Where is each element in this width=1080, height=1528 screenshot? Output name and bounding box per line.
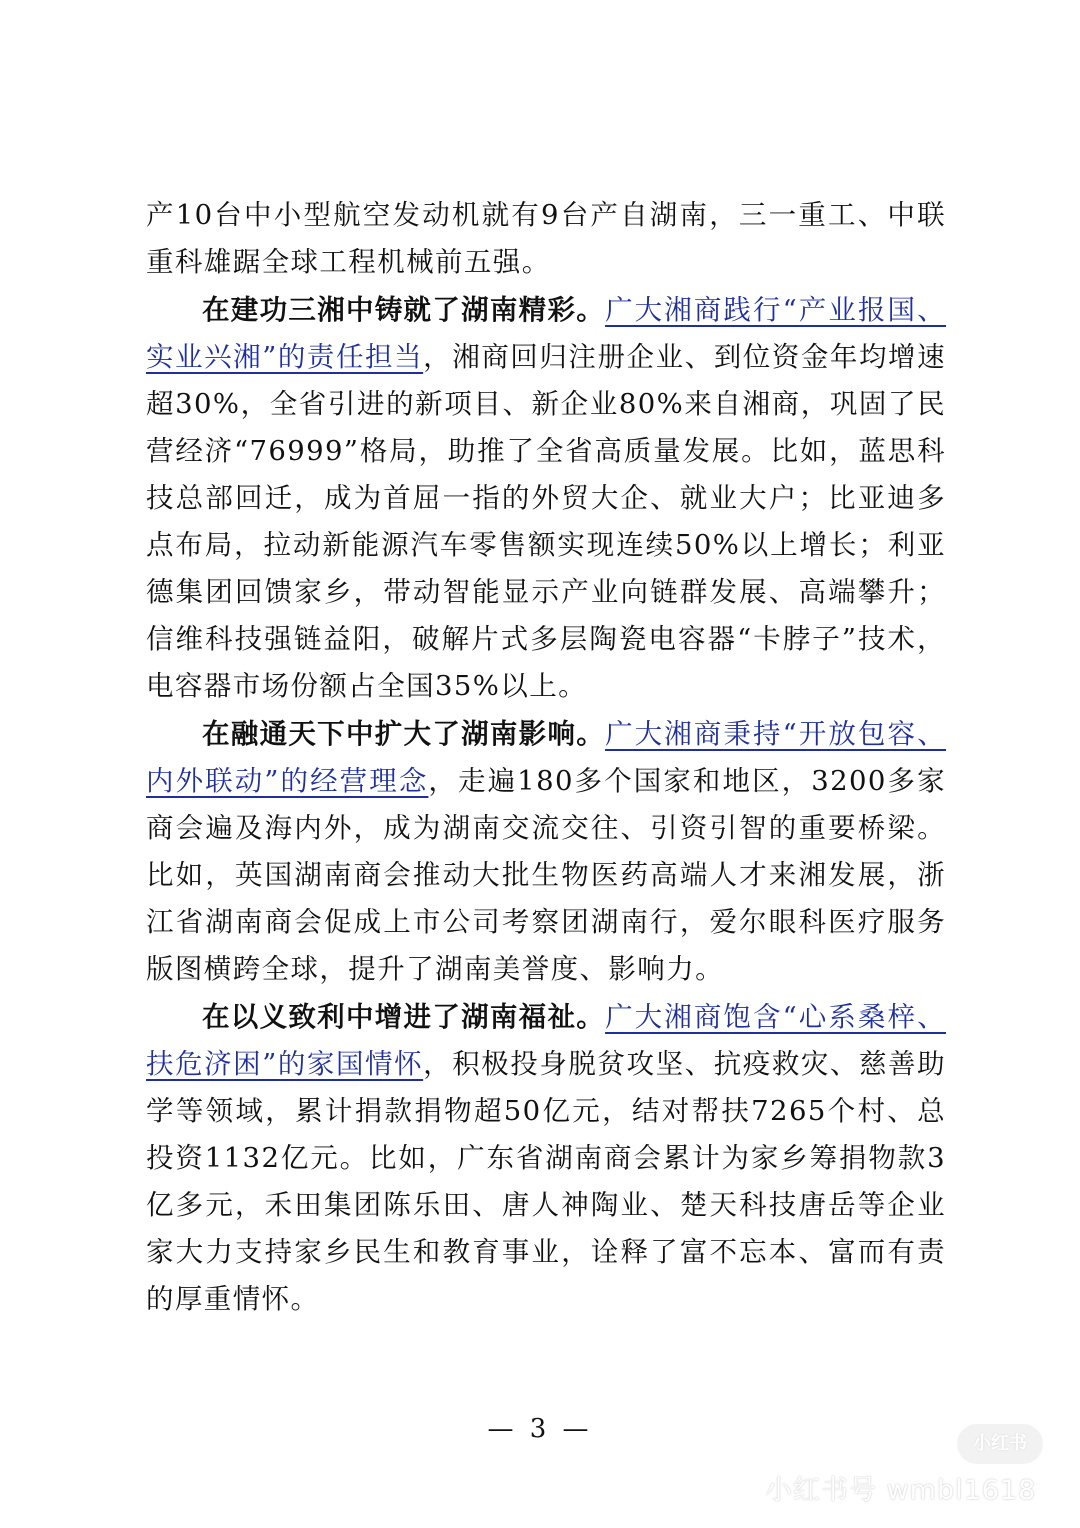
paragraph-3: [146, 711, 946, 993]
paragraph-2-body: ，湘商回归注册企业、到位资金年均增速超30%，全省引进的新项目、新企业80%来自湘商，巩固了民营经济“76999”格局，助推了全省高质量发展。比如，蓝思科技总部回迁，成为首屈一指的外贸大企、就业大户；比亚迪多点布局，拉动新能源汽车零售额实现连续50%以上增长；利亚德集团回馈家乡，带动智能显示产业向链群发展、高端攀升；信维科技强链益阳，破解片式多层陶瓷电容器“卡脖子”技术，电容器市场份额占全国35%以上。: [146, 341, 947, 702]
page-number: — 3 —: [487, 1414, 593, 1444]
paragraph-1: [146, 192, 946, 286]
paragraph-3-link[interactable]: 广大湘商秉持“开放包容、内外联动”的经营理念: [146, 718, 947, 797]
paragraph-3-body: ，走遍180多个国家和地区，3200多家商会遍及海内外，成为湖南交流交往、引资引智的重要桥梁。比如，英国湖南商会推动大批生物医药高端人才来湘发展，浙江省湖南商会促成上市公司考察团湖南行，爱尔眼科医疗服务版图横跨全球，提升了湖南美誉度、影响力。: [146, 765, 946, 985]
paragraph-4-body: ，积极投身脱贫攻坚、抗疫救灾、慈善助学等领域，累计捐款捐物超50亿元，结对帮扶7265个村、总投资1132亿元。比如，广东省湖南商会累计为家乡筹捐物款3亿多元，禾田集团陈乐田、唐人神陶业、楚天科技唐岳等企业家大力支持家乡民生和教育事业，诠释了富不忘本、富而有责的厚重情怀。: [146, 1048, 947, 1315]
watermark-logo-badge: 小红书: [957, 1424, 1043, 1464]
paragraph-3-lead: 在融通天下中扩大了湖南影响。: [202, 718, 606, 750]
paragraph-2: [146, 287, 946, 710]
paragraph-2-link[interactable]: 广大湘商践行“产业报国、实业兴湘”的责任担当: [146, 294, 947, 373]
paragraph-4: [146, 994, 946, 1323]
paragraph-4-link[interactable]: 广大湘商饱含“心系桑梓、扶危济困”的家国情怀: [146, 1001, 947, 1080]
paragraph-2-lead: 在建功三湘中铸就了湖南精彩。: [202, 294, 606, 326]
paragraph-4-lead: 在以义致利中增进了湖南福祉。: [202, 1001, 606, 1033]
watermark-id-text: 小红书号 wmbl1618: [765, 1475, 1037, 1506]
document-body: [146, 192, 946, 1323]
paragraph-1-body: 产10台中小型航空发动机就有9台产自湖南，三一重工、中联重科雄踞全球工程机械前五强。: [146, 199, 946, 278]
